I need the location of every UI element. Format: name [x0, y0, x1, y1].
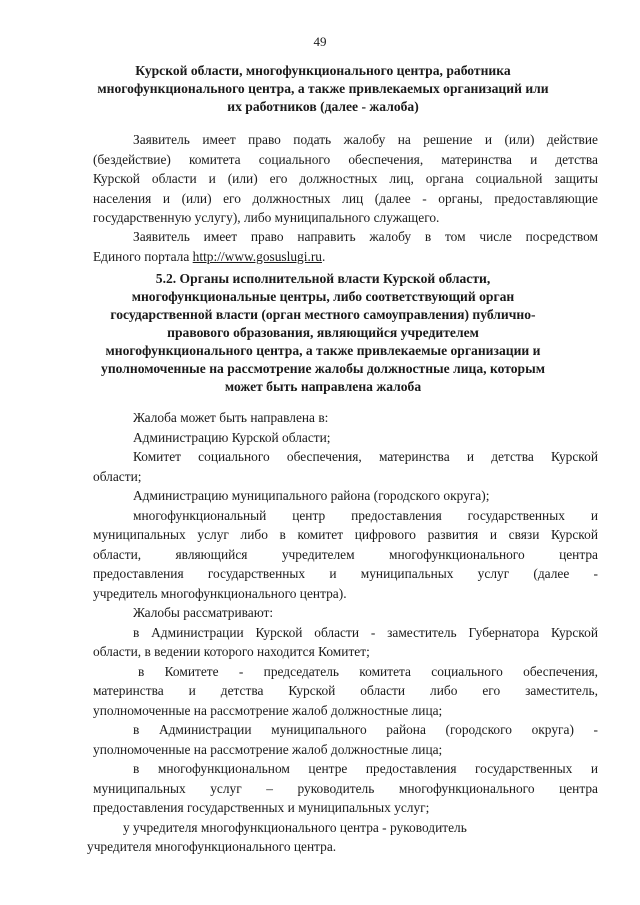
text-line: в многофункциональном центре предоставления государственных и: [133, 761, 598, 776]
text-line: Администрацию Курской области;: [133, 429, 331, 445]
heading-line: 5.2. Органы исполнительной власти Курской области,: [155, 271, 491, 286]
text-line: Администрацию муниципального района (городского округа);: [133, 488, 490, 503]
text-line: Заявитель имеет право подать жалобу на решение и (или) действие: [133, 132, 598, 147]
text-line: государственную услугу), либо муниципального служащего.: [93, 210, 440, 225]
text-line: предоставления государственных и муниципальных услуг (далее -: [93, 566, 598, 581]
text-line: многофункциональный центр предоставления государственных и: [133, 507, 598, 523]
text-line: области;: [93, 468, 142, 484]
text-line: материнства и детства Курской области либо его заместитель,: [93, 683, 598, 698]
text-line: у учредителя многофункционального центра - руководитель: [123, 819, 467, 835]
text-line: [93, 247, 598, 267]
section-5-2-heading: [88, 270, 558, 396]
text-line: Жалоба может быть направлена в:: [133, 410, 329, 425]
text-line: в Администрации муниципального района (городского округа) -: [133, 722, 598, 737]
heading-line: Курской области, многофункционального центра, работника: [135, 63, 511, 78]
text-line: предоставления государственных и муниципальных услуг;: [93, 800, 430, 815]
text-line: в Администрации Курской области - заместитель Губернатора Курской: [133, 624, 598, 640]
text-line: населения и (или) его должностных лиц (далее - органы, предоставляющие: [93, 190, 598, 206]
text-line: Жалобы рассматривают:: [133, 605, 274, 620]
heading-line: многофункционального центра, а также привлекаемые организации и: [105, 343, 541, 358]
heading-line: государственной власти (орган местного самоуправления) публично-: [110, 307, 536, 322]
heading-line: правового образования, являющийся учредителем: [167, 325, 479, 340]
heading-line: многофункционального центра, а также привлекаемых организаций или: [97, 81, 549, 96]
section-heading-continued: [88, 62, 558, 116]
portal-prefix: Единого портала: [93, 248, 193, 264]
portal-link[interactable]: http://www.gosuslugi.ru: [192, 248, 322, 264]
text-line: уполномоченные на рассмотрение жалоб должностные лица;: [93, 702, 443, 718]
paragraph-complaint-right: [93, 130, 598, 228]
text-line: Комитет социального обеспечения, материнства и детства Курской: [133, 449, 598, 464]
heading-line: может быть направлена жалоба: [224, 379, 422, 394]
page-number: 49: [313, 34, 327, 49]
text-line: (бездействие) комитета социального обеспечения, материнства и детства: [93, 151, 598, 167]
text-line: в Комитете - председатель комитета социального обеспечения,: [138, 663, 598, 679]
heading-line: их работников (далее - жалоба): [227, 99, 419, 114]
text-line: учредителя многофункционального центра.: [87, 839, 337, 854]
text-line: области, в ведении которого находится Комитет;: [93, 644, 370, 659]
text-line: муниципальных услуг либо в комитет цифрового развития и связи Курской: [93, 527, 598, 542]
portal-suffix: .: [321, 248, 326, 264]
text-line: учредитель многофункционального центра).: [93, 585, 347, 601]
text-line: Курской области и (или) его должностных лиц, органа социальной защиты: [93, 171, 598, 186]
text-line: муниципальных услуг – руководитель многофункционального центра: [93, 780, 598, 796]
text-line: области, являющийся учредителем многофункционального центра: [93, 546, 598, 562]
heading-line: уполномоченные на рассмотрение жалобы должностные лица, которым: [101, 361, 545, 376]
text-line: уполномоченные на рассмотрение жалоб должностные лица;: [93, 741, 443, 757]
paragraph-portal: [93, 227, 598, 266]
section-5-2-body: [87, 408, 598, 857]
heading-line: многофункциональные центры, либо соответствующий орган: [131, 289, 515, 304]
text-line: Заявитель имеет право направить жалобу в том числе посредством: [133, 229, 598, 244]
